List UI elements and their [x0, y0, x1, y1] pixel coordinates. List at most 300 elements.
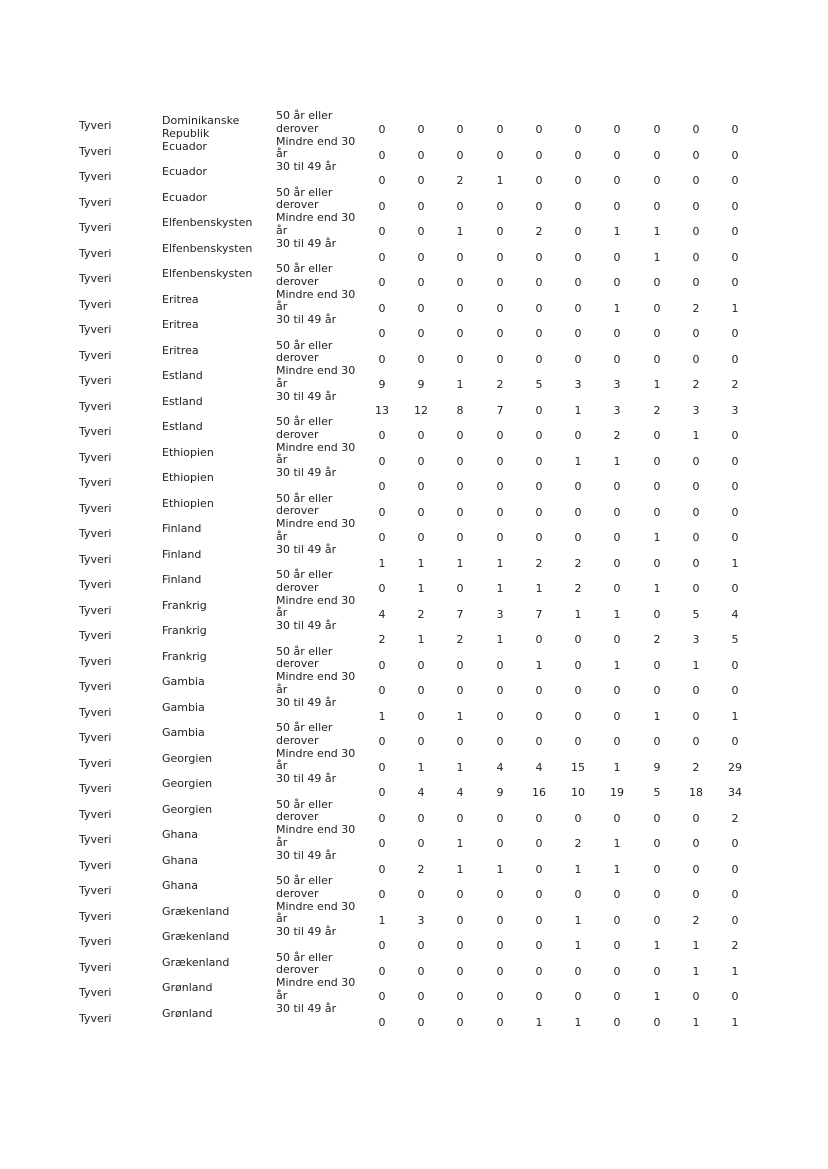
value-cell: 0	[613, 888, 621, 901]
crime-cell: Tyveri	[79, 578, 112, 591]
value-cell: 5	[692, 607, 700, 621]
value-cell: 2	[417, 862, 425, 876]
value-cell: 0	[692, 174, 700, 187]
value-cell: 2	[378, 633, 386, 646]
value-cell: 0	[613, 556, 621, 570]
value-cell: 0	[378, 199, 386, 213]
value-cell: 1	[456, 709, 464, 723]
value-cell: 5	[653, 786, 661, 799]
value-cell: 0	[456, 1015, 464, 1029]
age-group-cell: Mindre end 30 år	[276, 364, 356, 390]
value-cell: 0	[417, 148, 425, 162]
age-group-cell: Mindre end 30 år	[276, 287, 356, 313]
value-cell: 0	[378, 505, 386, 519]
country-cell: Estland	[162, 394, 203, 408]
age-group-cell: 30 til 49 år	[276, 925, 337, 938]
value-cell: 0	[417, 123, 425, 136]
value-cell: 0	[692, 327, 700, 340]
crime-cell: Tyveri	[79, 450, 112, 464]
value-cell: 0	[417, 888, 425, 901]
age-group-cell: 50 år eller derover	[276, 568, 333, 594]
value-cell: 0	[496, 301, 504, 315]
value-cell: 1	[653, 531, 661, 544]
value-cell: 1	[653, 709, 661, 723]
value-cell: 0	[417, 1015, 425, 1029]
value-cell: 1	[496, 174, 504, 187]
value-cell: 0	[613, 939, 621, 952]
value-cell: 0	[692, 250, 700, 264]
value-cell: 1	[692, 658, 700, 672]
value-cell: 0	[574, 148, 582, 162]
value-cell: 0	[574, 199, 582, 213]
value-cell: 1	[574, 454, 582, 468]
value-cell: 0	[456, 480, 464, 493]
value-cell: 0	[417, 939, 425, 952]
value-cell: 0	[653, 556, 661, 570]
table-row	[0, 977, 828, 1003]
value-cell: 4	[731, 607, 739, 621]
value-cell: 2	[731, 811, 739, 825]
value-cell: 0	[535, 276, 543, 289]
value-cell: 0	[378, 684, 386, 697]
value-cell: 0	[692, 684, 700, 697]
value-cell: 1	[496, 556, 504, 570]
value-cell: 0	[456, 964, 464, 978]
value-cell: 0	[496, 735, 504, 748]
age-group-cell: 30 til 49 år	[276, 236, 337, 250]
table-row	[0, 289, 828, 315]
value-cell: 0	[456, 582, 464, 595]
value-cell: 2	[692, 301, 700, 315]
value-cell: 0	[378, 1015, 386, 1029]
crime-cell: Tyveri	[79, 731, 112, 744]
value-cell: 1	[613, 760, 621, 774]
value-cell: 1	[653, 225, 661, 238]
age-group-cell: Mindre end 30 år	[276, 134, 356, 160]
value-cell: 5	[535, 378, 543, 391]
value-cell: 0	[417, 811, 425, 825]
country-cell: Ecuador	[162, 190, 207, 204]
age-group-cell: Mindre end 30 år	[276, 976, 356, 1002]
value-cell: 0	[692, 531, 700, 544]
table-row	[0, 569, 828, 595]
value-cell: 9	[496, 786, 504, 799]
value-cell: 0	[692, 888, 700, 901]
age-group-cell: 30 til 49 år	[276, 848, 337, 862]
value-cell: 0	[535, 301, 543, 315]
value-cell: 3	[692, 633, 700, 646]
value-cell: 18	[689, 786, 703, 799]
value-cell: 0	[692, 505, 700, 519]
value-cell: 1	[613, 607, 621, 621]
table-row	[0, 697, 828, 723]
value-cell: 0	[613, 1015, 621, 1029]
value-cell: 0	[574, 174, 582, 187]
value-cell: 0	[653, 429, 661, 442]
value-cell: 0	[378, 582, 386, 595]
table-row	[0, 136, 828, 162]
age-group-cell: Mindre end 30 år	[276, 440, 356, 466]
value-cell: 0	[731, 735, 739, 748]
country-cell: Frankrig	[162, 598, 207, 612]
value-cell: 0	[574, 225, 582, 238]
value-cell: 1	[535, 1015, 543, 1029]
crime-cell: Tyveri	[79, 348, 112, 362]
value-cell: 4	[456, 786, 464, 799]
table-row	[0, 595, 828, 621]
value-cell: 0	[574, 505, 582, 519]
value-cell: 0	[613, 709, 621, 723]
age-group-cell: Mindre end 30 år	[276, 211, 356, 237]
value-cell: 0	[378, 760, 386, 774]
value-cell: 0	[731, 913, 739, 927]
value-cell: 0	[574, 429, 582, 442]
age-group-cell: 30 til 49 år	[276, 1001, 337, 1015]
table-row	[0, 365, 828, 391]
age-group-cell: 50 år eller derover	[276, 491, 333, 517]
crime-cell: Tyveri	[79, 119, 112, 132]
value-cell: 0	[456, 429, 464, 442]
value-cell: 0	[731, 123, 739, 136]
age-group-cell: 30 til 49 år	[276, 160, 337, 173]
value-cell: 3	[692, 403, 700, 417]
value-cell: 0	[574, 658, 582, 672]
value-cell: 1	[378, 709, 386, 723]
value-cell: 0	[456, 454, 464, 468]
value-cell: 0	[731, 531, 739, 544]
value-cell: 0	[417, 709, 425, 723]
value-cell: 0	[731, 276, 739, 289]
country-cell: Eritrea	[162, 343, 199, 357]
table-row	[0, 518, 828, 544]
value-cell: 3	[496, 607, 504, 621]
value-cell: 0	[574, 480, 582, 493]
value-cell: 0	[574, 811, 582, 825]
country-cell: Ethiopien	[162, 471, 214, 484]
value-cell: 0	[692, 276, 700, 289]
value-cell: 3	[613, 378, 621, 391]
value-cell: 0	[378, 148, 386, 162]
value-cell: 0	[535, 862, 543, 876]
table-row	[0, 671, 828, 697]
value-cell: 0	[613, 633, 621, 646]
value-cell: 0	[496, 352, 504, 366]
value-cell: 0	[417, 837, 425, 850]
value-cell: 0	[613, 174, 621, 187]
value-cell: 2	[692, 913, 700, 927]
country-cell: Eritrea	[162, 292, 199, 306]
value-cell: 0	[378, 837, 386, 850]
value-cell: 0	[378, 123, 386, 136]
value-cell: 0	[456, 352, 464, 366]
value-cell: 0	[653, 148, 661, 162]
value-cell: 0	[574, 531, 582, 544]
value-cell: 0	[496, 454, 504, 468]
crime-cell: Tyveri	[79, 884, 112, 897]
value-cell: 0	[417, 735, 425, 748]
value-cell: 1	[613, 837, 621, 850]
value-cell: 0	[456, 505, 464, 519]
value-cell: 0	[653, 123, 661, 136]
value-cell: 0	[613, 735, 621, 748]
age-group-cell: Mindre end 30 år	[276, 517, 356, 543]
value-cell: 0	[731, 684, 739, 697]
value-cell: 0	[378, 250, 386, 264]
value-cell: 4	[378, 607, 386, 621]
value-cell: 0	[574, 964, 582, 978]
table-row	[0, 493, 828, 519]
value-cell: 1	[692, 964, 700, 978]
value-cell: 0	[731, 658, 739, 672]
value-cell: 0	[731, 429, 739, 442]
country-cell: Estland	[162, 369, 203, 382]
value-cell: 0	[613, 250, 621, 264]
value-cell: 0	[496, 939, 504, 952]
value-cell: 0	[535, 531, 543, 544]
value-cell: 1	[653, 582, 661, 595]
value-cell: 0	[613, 505, 621, 519]
value-cell: 2	[456, 633, 464, 646]
value-cell: 7	[535, 607, 543, 621]
value-cell: 0	[535, 939, 543, 952]
age-group-cell: 50 år eller derover	[276, 797, 333, 823]
value-cell: 0	[535, 837, 543, 850]
value-cell: 0	[574, 123, 582, 136]
value-cell: 1	[456, 225, 464, 238]
value-cell: 0	[613, 964, 621, 978]
value-cell: 2	[496, 378, 504, 391]
table-row	[0, 620, 828, 646]
value-cell: 15	[571, 760, 585, 774]
value-cell: 0	[456, 939, 464, 952]
country-cell: Ghana	[162, 828, 198, 841]
value-cell: 29	[728, 760, 742, 774]
value-cell: 0	[417, 454, 425, 468]
value-cell: 0	[653, 352, 661, 366]
table-row	[0, 926, 828, 952]
value-cell: 0	[692, 990, 700, 1003]
value-cell: 0	[378, 862, 386, 876]
value-cell: 0	[456, 811, 464, 825]
value-cell: 0	[496, 123, 504, 136]
age-group-cell: 30 til 49 år	[276, 695, 337, 709]
crime-cell: Tyveri	[79, 705, 112, 719]
value-cell: 1	[731, 301, 739, 315]
table-row	[0, 901, 828, 927]
value-cell: 0	[692, 480, 700, 493]
country-cell: Ecuador	[162, 139, 207, 153]
value-cell: 13	[375, 403, 389, 417]
value-cell: 0	[496, 811, 504, 825]
value-cell: 0	[574, 735, 582, 748]
value-cell: 1	[731, 964, 739, 978]
value-cell: 1	[574, 862, 582, 876]
age-group-cell: 30 til 49 år	[276, 313, 337, 326]
table-row	[0, 263, 828, 289]
value-cell: 2	[535, 225, 543, 238]
value-cell: 0	[731, 148, 739, 162]
table-row	[0, 467, 828, 493]
value-cell: 0	[417, 199, 425, 213]
value-cell: 0	[613, 123, 621, 136]
value-cell: 2	[653, 403, 661, 417]
value-cell: 1	[417, 760, 425, 774]
value-cell: 0	[496, 837, 504, 850]
value-cell: 0	[692, 862, 700, 876]
age-group-cell: Mindre end 30 år	[276, 670, 356, 696]
value-cell: 0	[535, 352, 543, 366]
table-row	[0, 109, 828, 140]
value-cell: 0	[535, 403, 543, 417]
value-cell: 1	[574, 607, 582, 621]
value-cell: 0	[378, 939, 386, 952]
value-cell: 1	[692, 1015, 700, 1029]
age-group-cell: 30 til 49 år	[276, 466, 337, 479]
value-cell: 0	[378, 174, 386, 187]
age-group-cell: 50 år eller derover	[276, 185, 333, 211]
value-cell: 1	[496, 862, 504, 876]
table-row	[0, 773, 828, 799]
crime-cell: Tyveri	[79, 501, 112, 515]
value-cell: 0	[417, 480, 425, 493]
country-cell: Frankrig	[162, 649, 207, 663]
value-cell: 0	[378, 327, 386, 340]
value-cell: 0	[613, 480, 621, 493]
value-cell: 0	[378, 531, 386, 544]
value-cell: 1	[731, 709, 739, 723]
crime-cell: Tyveri	[79, 935, 112, 948]
value-cell: 0	[574, 990, 582, 1003]
country-cell: Elfenbenskysten	[162, 216, 253, 229]
value-cell: 2	[535, 556, 543, 570]
value-cell: 0	[456, 301, 464, 315]
value-cell: 7	[496, 403, 504, 417]
value-cell: 0	[417, 327, 425, 340]
value-cell: 0	[653, 735, 661, 748]
value-cell: 0	[692, 199, 700, 213]
value-cell: 0	[417, 531, 425, 544]
country-cell: Estland	[162, 420, 203, 433]
value-cell: 1	[613, 225, 621, 238]
table-row	[0, 646, 828, 672]
table-row	[0, 1003, 828, 1029]
table-row	[0, 161, 828, 187]
value-cell: 2	[456, 174, 464, 187]
value-cell: 0	[496, 1015, 504, 1029]
value-cell: 0	[417, 658, 425, 672]
country-cell: Grækenland	[162, 904, 230, 918]
value-cell: 0	[378, 480, 386, 493]
value-cell: 2	[574, 837, 582, 850]
value-cell: 0	[378, 301, 386, 315]
value-cell: 1	[574, 939, 582, 952]
value-cell: 1	[574, 403, 582, 417]
crime-cell: Tyveri	[79, 1011, 112, 1025]
value-cell: 2	[417, 607, 425, 621]
value-cell: 0	[731, 582, 739, 595]
value-cell: 0	[731, 250, 739, 264]
value-cell: 0	[731, 327, 739, 340]
value-cell: 1	[417, 582, 425, 595]
value-cell: 0	[417, 301, 425, 315]
value-cell: 0	[613, 582, 621, 595]
value-cell: 0	[653, 454, 661, 468]
value-cell: 0	[456, 990, 464, 1003]
value-cell: 0	[417, 990, 425, 1003]
value-cell: 0	[731, 352, 739, 366]
value-cell: 0	[496, 199, 504, 213]
country-cell: Frankrig	[162, 624, 207, 637]
country-cell: Ecuador	[162, 165, 207, 178]
value-cell: 2	[653, 633, 661, 646]
value-cell: 0	[456, 199, 464, 213]
crime-cell: Tyveri	[79, 603, 112, 617]
value-cell: 0	[378, 454, 386, 468]
country-cell: Elfenbenskysten	[162, 267, 253, 280]
value-cell: 0	[535, 250, 543, 264]
value-cell: 2	[574, 556, 582, 570]
country-cell: Georgien	[162, 777, 213, 790]
value-cell: 0	[456, 250, 464, 264]
value-cell: 0	[535, 990, 543, 1003]
value-cell: 0	[692, 811, 700, 825]
value-cell: 0	[692, 582, 700, 595]
crime-cell: Tyveri	[79, 246, 112, 260]
crime-cell: Tyveri	[79, 272, 112, 285]
crime-cell: Tyveri	[79, 756, 112, 770]
value-cell: 0	[535, 633, 543, 646]
table-row	[0, 722, 828, 748]
value-cell: 0	[653, 480, 661, 493]
table-row	[0, 799, 828, 825]
value-cell: 1	[456, 556, 464, 570]
crime-cell: Tyveri	[79, 629, 112, 642]
crime-cell: Tyveri	[79, 833, 112, 846]
value-cell: 0	[731, 199, 739, 213]
crime-cell: Tyveri	[79, 323, 112, 336]
value-cell: 0	[613, 990, 621, 1003]
value-cell: 0	[574, 276, 582, 289]
country-cell: Ethiopien	[162, 496, 214, 510]
country-cell: Ethiopien	[162, 445, 214, 459]
value-cell: 0	[653, 888, 661, 901]
value-cell: 0	[613, 276, 621, 289]
value-cell: 1	[613, 454, 621, 468]
value-cell: 0	[496, 684, 504, 697]
value-cell: 0	[692, 148, 700, 162]
value-cell: 1	[496, 633, 504, 646]
table-row	[0, 442, 828, 468]
value-cell: 0	[613, 327, 621, 340]
value-cell: 0	[456, 327, 464, 340]
crime-cell: Tyveri	[79, 476, 112, 489]
country-cell: Ghana	[162, 853, 198, 867]
country-cell: Georgien	[162, 802, 213, 816]
value-cell: 0	[535, 148, 543, 162]
value-cell: 0	[456, 658, 464, 672]
value-cell: 4	[535, 760, 543, 774]
value-cell: 4	[496, 760, 504, 774]
value-cell: 0	[496, 709, 504, 723]
value-cell: 1	[535, 582, 543, 595]
value-cell: 0	[653, 811, 661, 825]
value-cell: 0	[535, 199, 543, 213]
age-group-cell: 30 til 49 år	[276, 389, 337, 403]
value-cell: 0	[456, 148, 464, 162]
crime-cell: Tyveri	[79, 221, 112, 234]
value-cell: 1	[417, 633, 425, 646]
country-cell: Gambia	[162, 700, 205, 714]
